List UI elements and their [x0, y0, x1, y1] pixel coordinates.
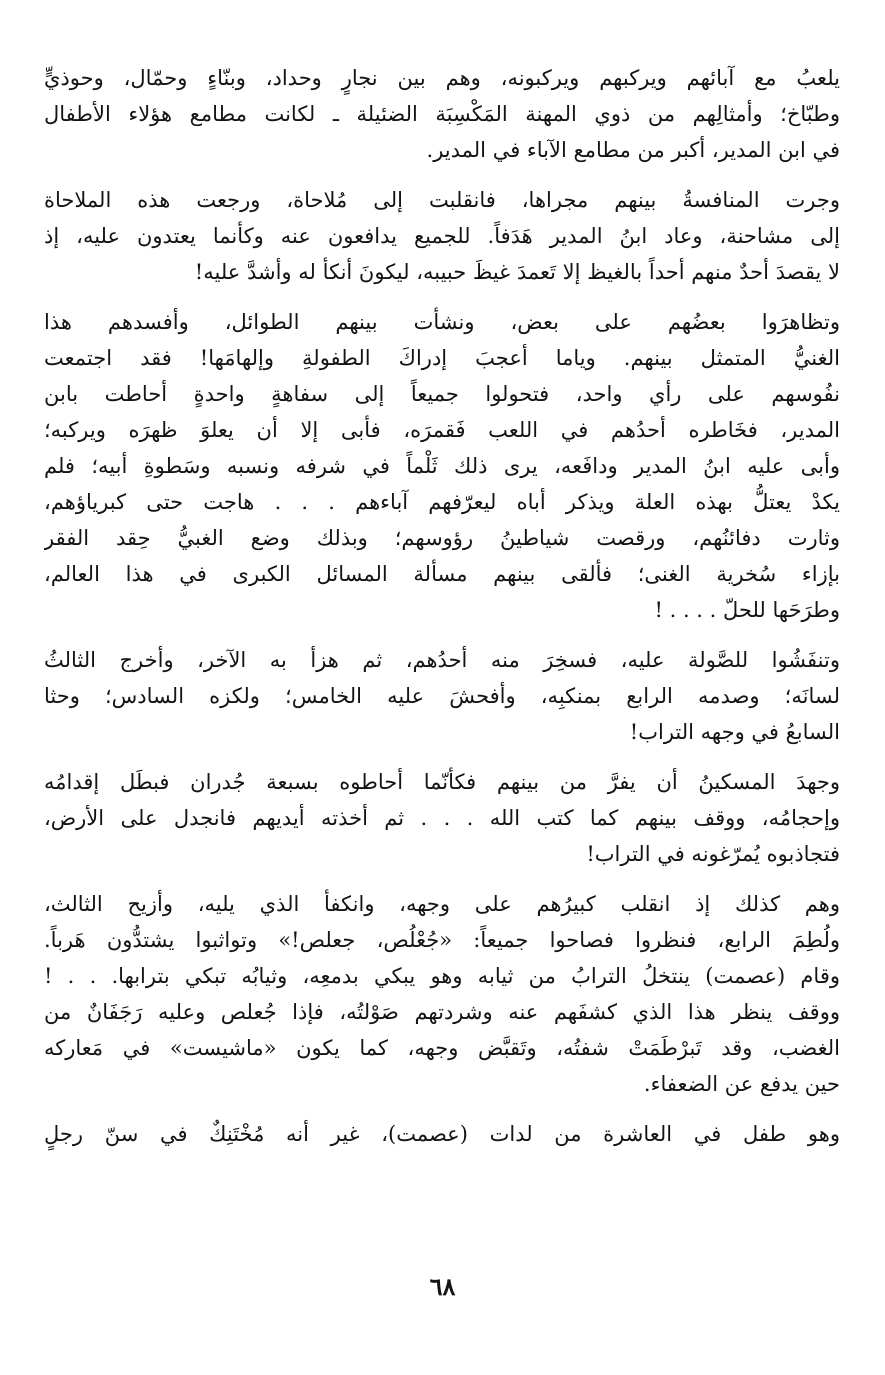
- text-line: المدير، فخَاطره أحدُهم في اللعب فَقمرَه، فأبى إلا أن يعلوَ ظهرَه ويركبه؛: [44, 418, 840, 442]
- text-line: وثارت دفائنُهم، ورقصت شياطينُ رؤوسهم؛ وبذلك وضع الغبيُّ حِقد الفقر: [44, 526, 840, 550]
- paragraph-4: [44, 642, 840, 750]
- text-line: حين يدفع عن الضعفاء.: [643, 1072, 840, 1096]
- text-line: وطرَحَها للحلّ . . . . !: [654, 598, 840, 622]
- text-line: وهو طفل في العاشرة من لدات (عصمت)، غير أنه مُخْتَنِكٌ في سنّ رجلٍ: [44, 1122, 840, 1146]
- text-line: السابعُ في وجهه التراب!: [629, 720, 840, 744]
- text-line: وتنفَشُوا للصَّولة عليه، فسخِرَ منه أحدُهم، ثم هزأ به الآخر، وأخرج الثالثُ: [44, 648, 840, 672]
- text-line: لا يقصدَ أحدٌ منهم أحداً بالغيظ إلا تَعمدَ غيظَ حبيبه، ليكونَ أنكأ له وأشدَّ عليه!: [194, 260, 840, 284]
- text-line: الغضب، وقد تَبرْطَمَتْ شفتُه، وتَقبَّض وجهه، كما يكون «ماشيست» في مَعاركه: [44, 1036, 840, 1060]
- text-line: في ابن المدير، أكبر من مطامع الآباء في المدير.: [426, 138, 840, 162]
- page-number: ٦٨: [429, 1272, 456, 1301]
- text-line: وأبى عليه ابنُ المدير ودافَعه، يرى ذلك ثَلْماً في شرفه ونسبه وسَطوةِ أبيه؛ فلم: [44, 454, 840, 478]
- text-line: وقام (عصمت) ينتخلُ الترابُ من ثيابه وهو يبكي بدمعِه، وثيابُه تبكي بترابها. . . !: [44, 964, 840, 988]
- page-body: [44, 60, 840, 1166]
- text-line: وطبّاخ؛ وأمثالِهم من ذوي المهنة المَكْسِبَة الضئيلة ـ لكانت مطامع هؤلاء الأطفال: [44, 102, 840, 126]
- text-line: وتظاهرَوا بعضُهم على بعض، ونشأت بينهم الطوائل، وأفسدهم هذا: [44, 310, 840, 334]
- text-line: وجرت المنافسةُ بينهم مجراها، فانقلبت إلى مُلاحاة، ورجعت هذه الملاحاة: [44, 188, 840, 212]
- text-line: لسانَه؛ وصدمه الرابع بمنكبِه، وأفحشَ عليه الخامس؛ ولكزه السادس؛ وحثا: [44, 684, 840, 708]
- text-line: نفُوسهم على رأي واحد، فتحولوا جميعاً إلى سفاهةٍ واحدةٍ أحاطت بابن: [44, 382, 840, 406]
- text-line: فتجاذبوه يُمرّغونه في التراب!: [586, 842, 840, 866]
- paragraph-2: [44, 182, 840, 290]
- text-line: وجهدَ المسكينُ أن يفرَّ من بينهم فكأنّما أحاطوه بسبعة جُدران فبطَل إقدامُه: [44, 770, 840, 794]
- text-line: إلى مشاحنة، وعاد ابنُ المدير هَدَفاً. للجميع يدافعون عنه وكأنما يعتدون عليه، إذ: [44, 224, 840, 248]
- text-line: وهم كذلك إذ انقلب كبيرُهم على وجهه، وانكفأ الذي يليه، وأزيح الثالث،: [44, 892, 840, 916]
- text-line: ولُطِمَ الرابع، فنظروا فصاحوا جميعاً: «جُعْلُص، جعلص!» وتواثبوا يشتدُّون هَرباً.: [44, 928, 840, 952]
- text-line: ووقف ينظر هذا الذي كشفَهم عنه وشردتهم صَوْلتُه، فإذا جُعلص وعليه رَجَفَانٌ من: [44, 1000, 840, 1024]
- text-line: يلعبُ مع آبائهم ويركبهم ويركبونه، وهم بين نجارٍ وحداد، وبنّاءٍ وحمّال، وحوذيٍّ: [44, 66, 840, 90]
- text-line: يكدْ يعتلُّ بهذه العلة ويذكر أباه ليعرّفهم آباءهم . . . هاجت حتى كبرياؤهم،: [44, 490, 840, 514]
- text-line: وإحجامُه، ووقف بينهم كما كتب الله . . . ثم أخذته أيديهم فانجدل على الأرض،: [44, 806, 840, 830]
- paragraph-3: [44, 304, 840, 628]
- paragraph-5: [44, 764, 840, 872]
- paragraph-6: [44, 886, 840, 1102]
- paragraph-1: [44, 60, 840, 168]
- text-line: الغنيُّ المتمثل بينهم. وياما أعجبَ إدراكَ الطفولةِ وإلهامَها! فقد اجتمعت: [44, 346, 840, 370]
- text-line: بإزاء سُخرية الغنى؛ فألقى بينهم مسألة المسائل الكبرى في هذا العالم،: [44, 562, 840, 586]
- paragraph-7: [44, 1116, 840, 1152]
